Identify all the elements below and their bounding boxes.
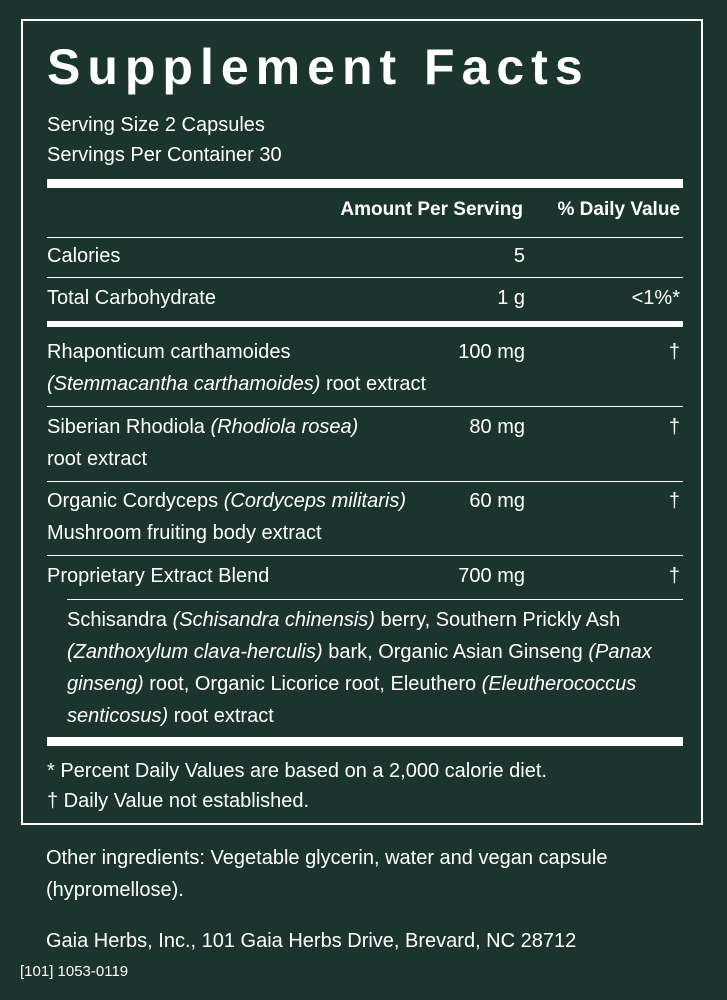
row-cordyceps-name-line2: Mushroom fruiting body extract [47,522,322,544]
latin-name: (Zanthoxylum clava-herculis) [67,641,323,663]
other-ingredients: Other ingredients: Vegetable glycerin, water and vegan capsule (hypromellose). [46,847,608,901]
latin-name: ginseng) [67,673,144,695]
divider [47,555,683,556]
row-rhodiola-amount: 80 mg [469,416,525,438]
row-cordyceps-dv: † [668,490,680,512]
row-blend-amount: 700 mg [458,565,525,587]
row-blend-dv: † [668,565,680,587]
latin-name: senticosus) [67,705,169,727]
latin-name: (Schisandra chinensis) [172,609,375,631]
text: Schisandra [67,609,173,631]
row-rhaponticum-dv: † [668,341,680,363]
row-rhodiola-dv: † [668,416,680,438]
text: root extract [168,705,274,727]
divider [47,406,683,407]
row-carbohydrate-dv: <1%* [631,287,680,309]
row-cordyceps-name-line1 [47,485,406,517]
blend-ingredients-line4 [67,700,274,732]
amount-per-serving-header: Amount Per Serving [340,199,523,220]
divider [47,237,683,238]
latin-name: (Cordyceps militaris) [223,490,406,512]
blend-ingredients-line1 [67,604,620,636]
name-text: Siberian Rhodiola [47,416,211,438]
product-code: [101] 1053-0119 [20,963,129,980]
divider-indented [67,599,683,600]
row-rhodiola-name-line2: root extract [47,448,148,470]
divider [47,481,683,482]
row-calories-amount: 5 [513,245,525,267]
text: berry, Southern Prickly Ash [374,609,621,631]
name-suffix: root extract [320,373,427,395]
row-rhaponticum-name-line2 [47,368,426,400]
row-carbohydrate-amount: 1 g [497,287,525,309]
row-calories-name: Calories [47,245,121,267]
row-rhaponticum-name-line1: Rhaponticum carthamoides [47,341,291,363]
divider-medium [47,321,683,327]
supplement-facts-panel [21,19,703,825]
text: root, Organic Licorice root, Eleuthero [143,673,482,695]
latin-name: (Eleutherococcus [481,673,637,695]
divider-thick [47,737,683,746]
row-carbohydrate-name: Total Carbohydrate [47,287,216,309]
text: bark, Organic Asian Ginseng [322,641,589,663]
footnote-daily-value-not-established: † Daily Value not established. [47,790,310,812]
panel-title: Supplement Facts [47,39,590,95]
row-rhaponticum-amount: 100 mg [458,341,525,363]
divider [47,277,683,278]
row-blend-name: Proprietary Extract Blend [47,565,270,587]
latin-name: (Panax [588,641,652,663]
latin-name: (Stemmacantha carthamoides) [47,373,321,395]
latin-name: (Rhodiola rosea) [210,416,359,438]
row-rhodiola-name-line1 [47,411,358,443]
divider-thick [47,179,683,188]
servings-per-container: Servings Per Container 30 [47,144,282,166]
manufacturer-address: Gaia Herbs, Inc., 101 Gaia Herbs Drive, Brevard, NC 28712 [46,930,577,952]
name-text: Organic Cordyceps [47,490,224,512]
blend-ingredients-line2 [67,636,652,668]
daily-value-header: % Daily Value [557,199,680,220]
footnote-percent-daily-values: * Percent Daily Values are based on a 2,000 calorie diet. [47,760,547,782]
serving-size: Serving Size 2 Capsules [47,114,265,136]
row-cordyceps-amount: 60 mg [469,490,525,512]
blend-ingredients-line3 [67,668,636,700]
